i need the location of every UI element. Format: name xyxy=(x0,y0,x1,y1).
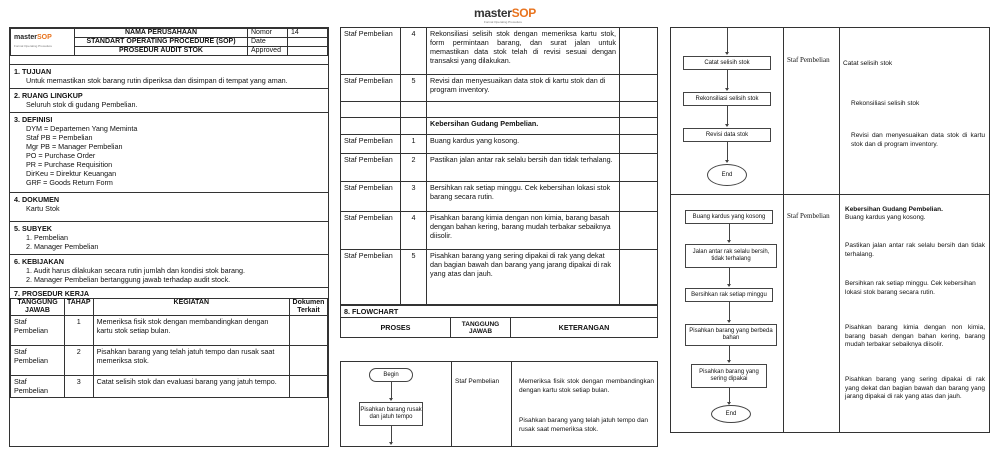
flow-desc: Pisahkan barang yang sering dipakai di rak yang dekat dan bagian bawah dan barang yang jarang dipakai di rak yang atas dan jauh. xyxy=(845,376,985,400)
date-value xyxy=(288,38,328,47)
flow-who: Staf Pembelian xyxy=(787,212,830,220)
row-step: 2 xyxy=(401,154,427,182)
row-doc xyxy=(620,28,658,75)
row-doc xyxy=(620,135,658,154)
prosedur-heading: 7. PROSEDUR KERJA xyxy=(14,289,90,298)
flow-arrow xyxy=(727,142,728,162)
flow-arrow xyxy=(729,302,730,322)
flow-desc: Catat selisih stok xyxy=(843,60,893,67)
row-activity: Pisahkan barang yang telah jatuh tempo dan rusak saat memeriksa stok. xyxy=(93,346,289,376)
flow-desc: Buang kardus yang kosong. xyxy=(845,214,926,221)
flow-arrow xyxy=(727,70,728,90)
row-who: Staf Pembelian xyxy=(341,212,401,250)
section-ruang-lingkup xyxy=(10,88,328,112)
logo-text-b: SOP xyxy=(36,34,52,41)
table-row xyxy=(341,212,658,250)
flow-who: Staf Pembelian xyxy=(455,378,500,385)
subyek-item: 2. Manager Pembelian xyxy=(26,242,99,251)
section-kebijakan xyxy=(10,254,328,287)
flow-who: Staf Pembelian xyxy=(787,56,830,64)
row-who: Staf Pembelian xyxy=(341,250,401,305)
logo-text-a: master xyxy=(14,34,37,41)
flow-arrow xyxy=(391,426,392,444)
row-doc xyxy=(620,154,658,182)
sop-page-1 xyxy=(9,27,329,447)
sop-title: STANDART OPERATING PROCEDURE (SOP) xyxy=(75,38,248,47)
row-step: 5 xyxy=(401,75,427,102)
row-who: Staf Pembelian xyxy=(341,154,401,182)
row-doc xyxy=(620,212,658,250)
subyek-heading: 5. SUBYEK xyxy=(14,224,52,233)
definisi-item: GRF = Goods Return Form xyxy=(26,178,113,187)
row-doc xyxy=(620,250,658,305)
logo-tag: Formal Operating Procedure xyxy=(14,44,53,48)
row-who: Staf Pembelian xyxy=(341,182,401,212)
row-doc xyxy=(620,75,658,102)
definisi-item: DirKeu = Direktur Keuangan xyxy=(26,169,117,178)
table-row xyxy=(341,102,658,118)
flow-step-box: Buang kardus yang kosong xyxy=(685,210,773,224)
flowchart-heading: 8. FLOWCHART xyxy=(341,306,658,318)
row-step: 1 xyxy=(401,135,427,154)
flow-desc: Pisahkan barang yang telah jatuh tempo dan rusak saat memeriksa stok. xyxy=(519,417,649,433)
ruang-body: Seluruh stok di gudang Pembelian. xyxy=(26,100,138,109)
row-doc xyxy=(290,316,328,346)
flowchart-page-2 xyxy=(340,361,658,447)
table-row xyxy=(341,250,658,305)
flow-arrow xyxy=(729,346,730,362)
row-who: Staf Pembelian xyxy=(11,316,65,346)
sop-page-2 xyxy=(340,27,658,447)
definisi-item: Mgr PB = Manager Pembelian xyxy=(26,142,123,151)
row-step: 4 xyxy=(401,28,427,75)
date-label: Date xyxy=(248,38,288,47)
sop-header-table xyxy=(10,28,328,56)
flow-arrow xyxy=(391,382,392,400)
row-step: 3 xyxy=(401,182,427,212)
row-activity: Rekonsiliasi selisih stok dengan memeriksa kartu stok, form permintaan barang, dan surat jalan untuk memastikan data stok telah di revisi sesuai dengan transaksi yang dilakukan. xyxy=(427,28,620,75)
brand-watermark xyxy=(474,6,537,24)
col-tanggung-jawab: TANGGUNG JAWAB xyxy=(451,318,511,338)
table-row xyxy=(341,75,658,102)
col-dokumen: Dokumen Terkait xyxy=(290,299,328,316)
flow-end: End xyxy=(707,164,747,186)
flow-step-box: Revisi data stok xyxy=(683,128,771,142)
kebersihan-title: Kebersihan Gudang Pembelian. xyxy=(845,206,943,213)
flow-step-box: Rekonsiliasi selisih stok xyxy=(683,92,771,106)
table-row xyxy=(341,118,658,135)
nomor-value: 14 xyxy=(288,29,328,38)
watermark-brand-b: SOP xyxy=(511,6,537,20)
row-activity: Pastikan jalan antar rak selalu bersih dan tidak terhalang. xyxy=(427,154,620,182)
tujuan-heading: 1. TUJUAN xyxy=(14,67,52,76)
col-keterangan: KETERANGAN xyxy=(511,318,658,338)
row-doc xyxy=(290,376,328,398)
row-activity: Buang kardus yang kosong. xyxy=(427,135,620,154)
row-step: 4 xyxy=(401,212,427,250)
row-activity: Pisahkan barang yang sering dipakai di rak yang dekat dan bagian bawah dan barang yang jarang dipakai di rak yang atas dan jauh. xyxy=(427,250,620,305)
company-name: NAMA PERUSAHAAN xyxy=(75,29,248,38)
kebersihan-title: Kebersihan Gudang Pembelian. xyxy=(427,118,620,135)
row-doc xyxy=(290,346,328,376)
company-logo xyxy=(11,29,75,56)
section-tujuan xyxy=(10,64,328,88)
subyek-item: 1. Pembelian xyxy=(26,233,68,242)
flow-arrow xyxy=(729,224,730,242)
approved-label: Approved xyxy=(248,47,288,56)
kebijakan-heading: 6. KEBIJAKAN xyxy=(14,257,64,266)
row-step: 5 xyxy=(401,250,427,305)
flow-desc: Revisi dan menyesuaikan data stok di kartu stok dan di program inventory. xyxy=(851,132,985,148)
row-who: Staf Pembelian xyxy=(341,28,401,75)
flow-step-box: Bersihkan rak setiap minggu xyxy=(685,288,773,302)
row-who: Staf Pembelian xyxy=(341,75,401,102)
kebijakan-item: 2. Manager Pembelian bertanggung jawab terhadap audit stock. xyxy=(26,275,231,284)
row-doc xyxy=(620,182,658,212)
row-who: Staf Pembelian xyxy=(11,346,65,376)
sop-page-3 xyxy=(670,27,990,433)
flow-step-box: Jalan antar rak selalu bersih, tidak terhalang xyxy=(685,244,777,268)
section-prosedur xyxy=(10,287,328,298)
dokumen-heading: 4. DOKUMEN xyxy=(14,195,60,204)
row-step: 2 xyxy=(65,346,94,376)
flow-step-box: Pisahkan barang rusak dan jatuh tempo xyxy=(359,402,423,426)
kebijakan-item: 1. Audit harus dilakukan secara rutin jumlah dan kondisi stok barang. xyxy=(26,266,245,275)
row-activity: Catat selisih stok dan evaluasi barang yang jatuh tempo. xyxy=(93,376,289,398)
section-dokumen xyxy=(10,192,328,221)
table-row xyxy=(341,135,658,154)
tujuan-body: Untuk memastikan stok barang rutin diperiksa dan disimpan di tempat yang aman. xyxy=(26,76,288,85)
col-tanggung-jawab: TANGGUNG JAWAB xyxy=(11,299,65,316)
procedure-title: PROSEDUR AUDIT STOK xyxy=(75,47,248,56)
definisi-heading: 3. DEFINISI xyxy=(14,115,53,124)
table-row xyxy=(11,316,328,346)
table-row xyxy=(11,376,328,398)
table-row xyxy=(341,28,658,75)
procedure-table xyxy=(10,298,328,398)
watermark-brand-a: master xyxy=(474,6,512,20)
flow-arrow xyxy=(727,28,728,54)
flow-end: End xyxy=(711,405,751,423)
row-step: 1 xyxy=(65,316,94,346)
dokumen-body: Kartu Stok xyxy=(26,204,60,213)
flow-desc: Pisahkan barang kimia dengan non kimia, barang basah dengan bahan kering, barang mudah terbakar sebaiknya diisolir. xyxy=(845,324,985,348)
table-row xyxy=(341,182,658,212)
flow-arrow xyxy=(729,388,730,404)
row-activity: Pisahkan barang kimia dengan non kimia, barang basah dengan bahan kering, barang mudah terbakar sebaiknya diisolir. xyxy=(427,212,620,250)
definisi-item: Staf PB = Pembelian xyxy=(26,133,93,142)
definisi-item: PR = Purchase Requisition xyxy=(26,160,113,169)
col-proses: PROSES xyxy=(341,318,451,338)
table-row xyxy=(11,346,328,376)
row-activity: Bersihkan rak setiap minggu. Cek kebersihan lokasi stok barang secara rutin. xyxy=(427,182,620,212)
procedure-table-continued xyxy=(340,27,658,305)
flowchart-header-table xyxy=(340,305,658,338)
definisi-item: PO = Purchase Order xyxy=(26,151,96,160)
row-step: 3 xyxy=(65,376,94,398)
row-who: Staf Pembelian xyxy=(341,135,401,154)
row-activity: Revisi dan menyesuaikan data stok di kartu stok dan di program inventory. xyxy=(427,75,620,102)
col-tahap: TAHAP xyxy=(65,299,94,316)
flow-desc: Rekonsiliasi selisih stok xyxy=(851,100,920,107)
nomor-label: Nomor xyxy=(248,29,288,38)
flow-desc: Bersihkan rak setiap minggu. Cek kebersihan lokasi stok barang secara rutin. xyxy=(845,280,976,296)
flow-desc: Memeriksa fisik stok dengan membandingkan dengan kartu stok setiap bulan. xyxy=(519,378,654,394)
flow-begin: Begin xyxy=(369,368,413,382)
flow-step-box: Pisahkan barang yang sering dipakai xyxy=(691,364,767,388)
flow-step-box: Catat selisih stok xyxy=(683,56,771,70)
watermark-tag: Formal Operating Procedure xyxy=(484,20,523,24)
col-kegiatan: KEGIATAN xyxy=(93,299,289,316)
table-row xyxy=(341,154,658,182)
row-who: Staf Pembelian xyxy=(11,376,65,398)
row-activity: Memeriksa fisik stok dengan membandingkan dengan kartu stok setiap bulan. xyxy=(93,316,289,346)
section-definisi xyxy=(10,112,328,192)
flow-arrow xyxy=(727,106,728,126)
flow-step-box: Pisahkan barang yang berbeda bahan xyxy=(685,324,777,346)
flow-desc: Pastikan jalan antar rak selalu bersih dan tidak terhalang. xyxy=(845,242,985,258)
flow-arrow xyxy=(729,268,730,286)
ruang-heading: 2. RUANG LINGKUP xyxy=(14,91,83,100)
section-subyek xyxy=(10,221,328,254)
approved-value xyxy=(288,47,328,56)
definisi-item: DYM = Departemen Yang Meminta xyxy=(26,124,138,133)
